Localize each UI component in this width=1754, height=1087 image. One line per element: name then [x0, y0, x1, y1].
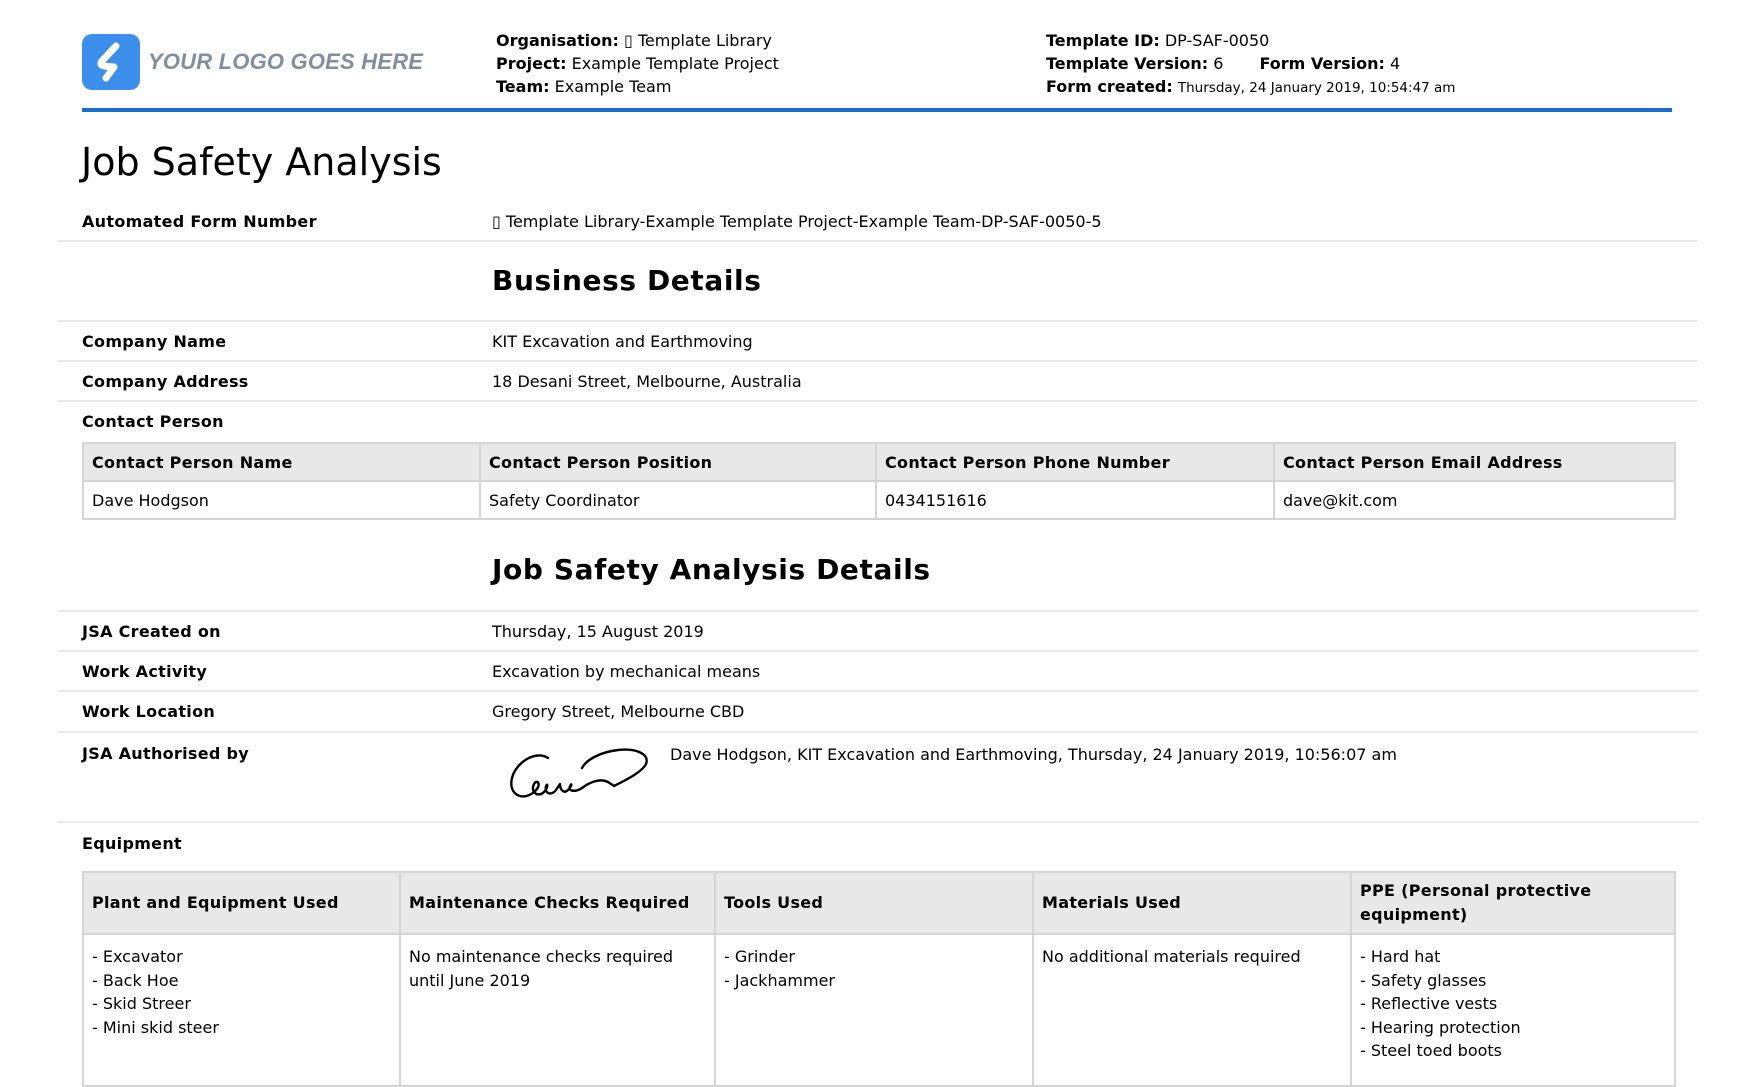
list-item: - Reflective vests — [1360, 994, 1498, 1013]
divider — [58, 610, 1698, 612]
organisation-value: ▯ Template Library — [623, 31, 772, 50]
equipment-label: Equipment — [82, 834, 182, 853]
contact-name-cell: Dave Hodgson — [83, 481, 480, 519]
jsa-authorised-label: JSA Authorised by — [82, 744, 249, 763]
contact-position-cell: Safety Coordinator — [480, 481, 876, 519]
column-header: Materials Used — [1033, 872, 1351, 934]
business-details-heading: Business Details — [492, 264, 762, 297]
team-label: Team: — [496, 77, 550, 96]
header-rule — [82, 108, 1672, 112]
equipment-table — [82, 871, 1676, 1087]
form-created-label: Form created: — [1046, 77, 1173, 96]
divider — [58, 240, 1698, 242]
company-address-value: 18 Desani Street, Melbourne, Australia — [492, 372, 802, 391]
header-meta-right — [1046, 29, 1455, 100]
column-header: Contact Person Phone Number — [876, 443, 1274, 481]
form-number-value: ▯ Template Library-Example Template Project-Example Team-DP-SAF-0050-5 — [492, 212, 1102, 231]
form-created-value: Thursday, 24 January 2019, 10:54:47 am — [1177, 80, 1456, 96]
list-item: - Excavator — [92, 947, 183, 966]
column-header: Contact Person Name — [83, 443, 480, 481]
jsa-authorised-value: Dave Hodgson, KIT Excavation and Earthmoving, Thursday, 24 January 2019, 10:56:07 am — [670, 745, 1397, 764]
contact-email-cell: dave@kit.com — [1274, 481, 1675, 519]
column-header: Maintenance Checks Required — [400, 872, 715, 934]
table-row — [83, 934, 1675, 1086]
work-activity-value: Excavation by mechanical means — [492, 662, 761, 681]
company-name-value: KIT Excavation and Earthmoving — [492, 332, 753, 351]
contact-person-label: Contact Person — [82, 412, 224, 431]
list-item: - Back Hoe — [92, 970, 179, 990]
jsa-created-label: JSA Created on — [82, 622, 221, 641]
header-meta-left — [496, 29, 779, 98]
project-label: Project: — [496, 54, 567, 73]
contact-person-table — [82, 442, 1676, 520]
divider — [58, 650, 1698, 652]
template-version-value: 6 — [1213, 54, 1224, 73]
contact-phone-cell: 0434151616 — [876, 481, 1274, 519]
column-header: Tools Used — [715, 872, 1033, 934]
logo-text: YOUR LOGO GOES HERE — [148, 49, 424, 74]
divider — [58, 360, 1698, 362]
list-item: - Jackhammer — [724, 970, 835, 990]
template-id-value: DP-SAF-0050 — [1164, 31, 1270, 50]
column-header: PPE (Personal protective equipment) — [1351, 872, 1675, 934]
list-item: - Hard hat — [1360, 947, 1441, 966]
table-header-row — [83, 443, 1675, 481]
form-number-label: Automated Form Number — [82, 212, 317, 231]
divider — [58, 731, 1698, 733]
work-location-value: Gregory Street, Melbourne CBD — [492, 702, 745, 721]
column-header: Plant and Equipment Used — [83, 872, 400, 934]
list-item: - Mini skid steer — [92, 1017, 219, 1037]
form-version-label: Form Version: — [1259, 54, 1385, 73]
divider — [58, 690, 1698, 692]
list-item: - Safety glasses — [1360, 970, 1487, 990]
signature-image — [508, 742, 658, 804]
column-header: Contact Person Position — [480, 443, 876, 481]
template-version-label: Template Version: — [1046, 54, 1209, 73]
page-title: Job Safety Analysis — [81, 140, 442, 184]
materials-cell: No additional materials required — [1033, 934, 1351, 1086]
logo-mark-icon — [82, 34, 140, 90]
list-item: - Hearing protection — [1360, 1017, 1521, 1037]
work-activity-label: Work Activity — [82, 662, 208, 681]
tools-cell — [715, 934, 1033, 1086]
divider — [58, 821, 1698, 823]
company-name-label: Company Name — [82, 332, 227, 351]
divider — [58, 400, 1698, 402]
company-address-label: Company Address — [82, 372, 249, 391]
jsa-created-value: Thursday, 15 August 2019 — [492, 622, 704, 641]
work-location-label: Work Location — [82, 702, 216, 721]
project-value: Example Template Project — [571, 54, 779, 73]
form-version-value: 4 — [1389, 54, 1401, 73]
template-id-label: Template ID: — [1046, 31, 1160, 50]
list-item: - Skid Streer — [92, 994, 191, 1013]
jsa-details-heading: Job Safety Analysis Details — [492, 553, 931, 586]
organisation-label: Organisation: — [496, 31, 619, 50]
list-item: - Steel toed boots — [1360, 1041, 1502, 1060]
maintenance-cell: No maintenance checks required until June 2019 — [400, 934, 715, 1086]
column-header: Contact Person Email Address — [1274, 443, 1675, 481]
table-header-row — [83, 872, 1675, 934]
team-value: Example Team — [554, 77, 672, 96]
list-item: - Grinder — [724, 947, 795, 966]
company-logo — [82, 34, 423, 90]
plant-equipment-cell — [83, 934, 400, 1086]
divider — [58, 320, 1698, 322]
ppe-cell — [1351, 934, 1675, 1086]
table-row — [83, 481, 1675, 519]
